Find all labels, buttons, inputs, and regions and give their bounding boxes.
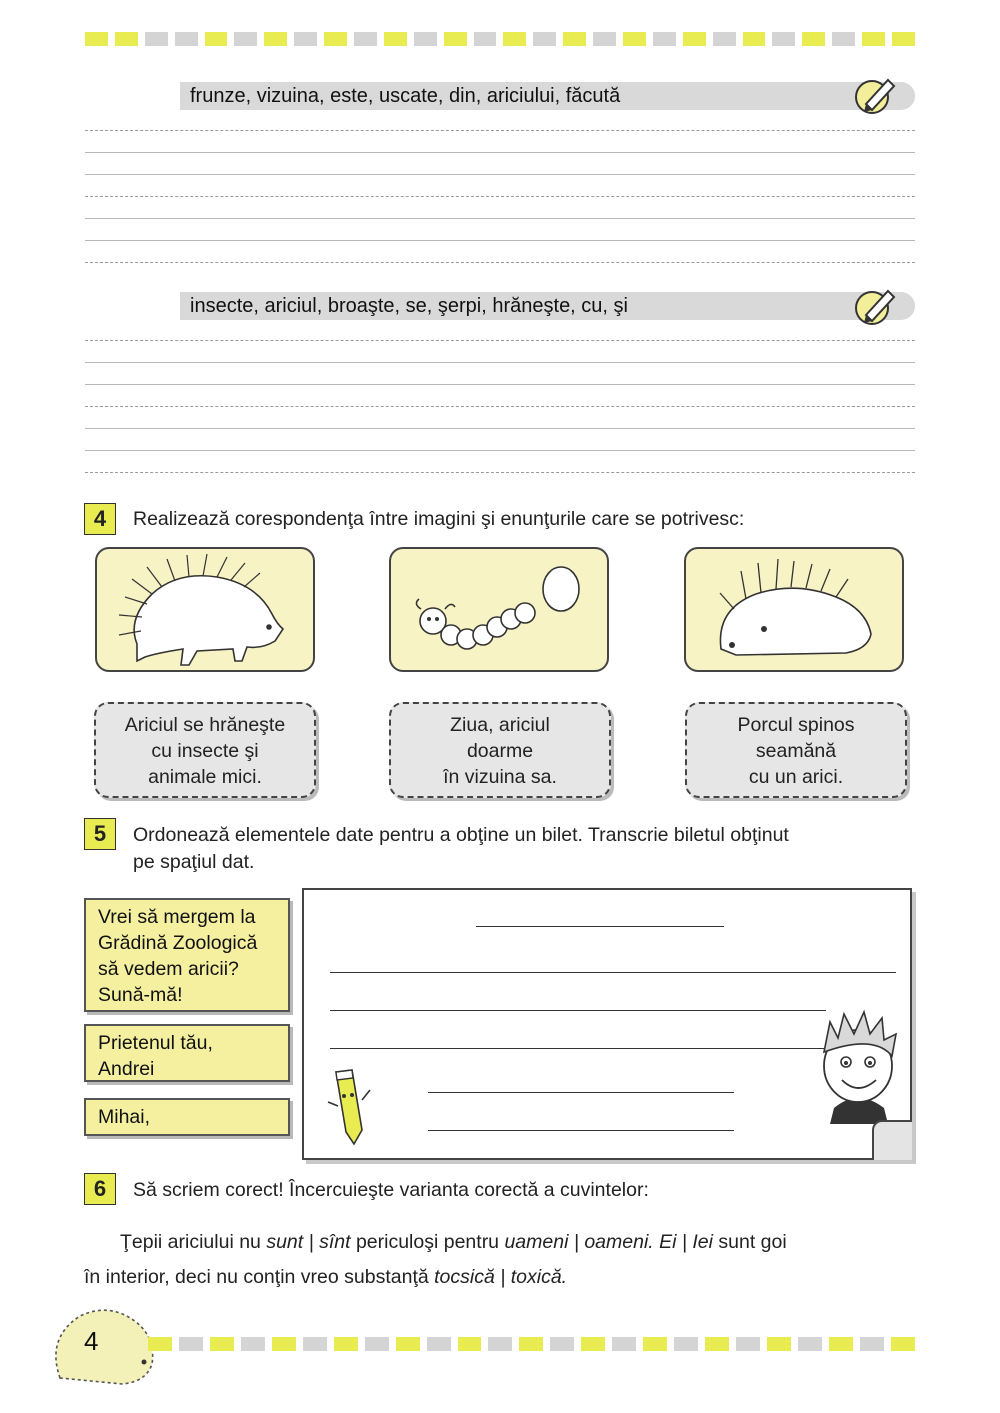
note-writing-line[interactable]	[330, 1048, 826, 1049]
note-writing-line[interactable]	[330, 972, 896, 973]
separator: |	[568, 1231, 585, 1253]
word-list-2: insecte, ariciul, broaşte, se, şerpi, hrăneşte, cu, şi	[180, 292, 915, 320]
note-line: să vedem aricii?	[98, 958, 239, 980]
writing-line[interactable]	[85, 130, 915, 131]
exercise-6-sentence-2	[84, 1260, 916, 1294]
note-paper	[302, 888, 912, 1160]
paper-curl-corner	[872, 1120, 912, 1160]
sentence-line: Ziua, ariciul	[450, 714, 550, 736]
instruction-line: Ordonează elementele date pentru a obţine un bilet. Transcrie biletul obţinut	[133, 824, 789, 846]
exercise-6-sentence-1	[84, 1225, 916, 1259]
separator: |	[676, 1231, 693, 1253]
sentence-card-2[interactable]	[389, 702, 611, 798]
option-word[interactable]: Iei	[692, 1231, 713, 1253]
writing-line[interactable]	[85, 152, 915, 153]
option-word[interactable]: Ei	[659, 1231, 677, 1253]
pencil-write-icon	[852, 72, 898, 118]
note-writing-line[interactable]	[476, 926, 724, 927]
instruction-line: pe spaţiul dat.	[133, 851, 255, 873]
option-word[interactable]: sînt	[319, 1231, 351, 1253]
exercise-4-instruction: Realizează corespondenţa între imagini şi enunţurile care se potrivesc:	[133, 508, 745, 530]
sentence-card-1[interactable]	[94, 702, 316, 798]
writing-line[interactable]	[85, 472, 915, 473]
writing-line[interactable]	[85, 428, 915, 429]
sentence-line: animale mici.	[148, 766, 262, 788]
caterpillar-picture[interactable]	[389, 547, 609, 672]
separator: |	[494, 1266, 511, 1288]
sentence-card-3[interactable]	[685, 702, 907, 798]
note-writing-line[interactable]	[428, 1130, 734, 1131]
writing-line[interactable]	[85, 340, 915, 341]
note-line: Mihai,	[98, 1106, 151, 1128]
sentence-line: Ariciul se hrăneşte	[124, 714, 286, 736]
writing-line[interactable]	[85, 384, 915, 385]
boy-character-icon	[804, 1004, 912, 1124]
writing-line[interactable]	[85, 196, 915, 197]
porcupine-picture[interactable]	[95, 547, 315, 672]
pencil-character-icon	[318, 1066, 374, 1148]
writing-line[interactable]	[85, 218, 915, 219]
writing-line[interactable]	[85, 240, 915, 241]
word-list-1: frunze, vizuina, este, uscate, din, ariciului, făcută	[180, 82, 915, 110]
writing-line[interactable]	[85, 362, 915, 363]
note-line: Sună-mă!	[98, 984, 183, 1006]
sentence-line: doarme	[466, 740, 534, 762]
note-piece-message[interactable]	[84, 898, 290, 1012]
option-word[interactable]: tocsică	[434, 1266, 495, 1288]
hedgehog-illustration	[686, 549, 902, 670]
sentence-line: cu insecte şi	[151, 740, 259, 762]
option-word[interactable]: oameni.	[584, 1231, 654, 1253]
sentence-line: în vizuina sa.	[443, 766, 557, 788]
hedgehog-page-badge-icon	[40, 1298, 160, 1390]
writing-line[interactable]	[85, 406, 915, 407]
separator: |	[303, 1231, 320, 1253]
exercise-5-number: 5	[84, 818, 116, 850]
exercise-6-number: 6	[84, 1173, 116, 1205]
note-line: Vrei să mergem la	[98, 906, 256, 928]
writing-line[interactable]	[85, 174, 915, 175]
option-word[interactable]: sunt	[266, 1231, 304, 1253]
writing-line[interactable]	[85, 450, 915, 451]
exercise-5-instruction	[133, 822, 789, 876]
option-word[interactable]: toxică.	[510, 1266, 568, 1288]
note-writing-line[interactable]	[428, 1092, 734, 1093]
sentence-line: cu un arici.	[748, 766, 844, 788]
hedgehog-picture[interactable]	[684, 547, 904, 672]
porcupine-illustration	[97, 549, 313, 670]
text-run: sunt goi	[712, 1231, 787, 1253]
pencil-write-icon	[852, 283, 898, 329]
text-run: în interior, deci nu conţin vreo substanţă	[84, 1266, 435, 1288]
top-decorative-stripe	[85, 32, 915, 46]
exercise-4-number: 4	[84, 503, 116, 535]
text-run: Ţepii ariciului nu	[120, 1231, 267, 1253]
text-run: periculoşi pentru	[350, 1231, 505, 1253]
option-word[interactable]: uameni	[504, 1231, 569, 1253]
page-number: 4	[84, 1326, 99, 1356]
sentence-line: seamănă	[755, 740, 837, 762]
sentence-line: Porcul spinos	[737, 714, 855, 736]
bottom-decorative-stripe	[148, 1337, 915, 1351]
note-line: Grădină Zoologică	[98, 932, 258, 954]
note-writing-line[interactable]	[330, 1010, 826, 1011]
writing-line[interactable]	[85, 262, 915, 263]
note-line: Andrei	[98, 1058, 155, 1080]
exercise-6-instruction: Să scriem corect! Încercuieşte varianta corectă a cuvintelor:	[133, 1179, 649, 1201]
note-piece-signature[interactable]	[84, 1024, 290, 1082]
caterpillar-illustration	[391, 549, 607, 670]
note-piece-greeting[interactable]	[84, 1098, 290, 1136]
note-line: Prietenul tău,	[98, 1032, 213, 1054]
